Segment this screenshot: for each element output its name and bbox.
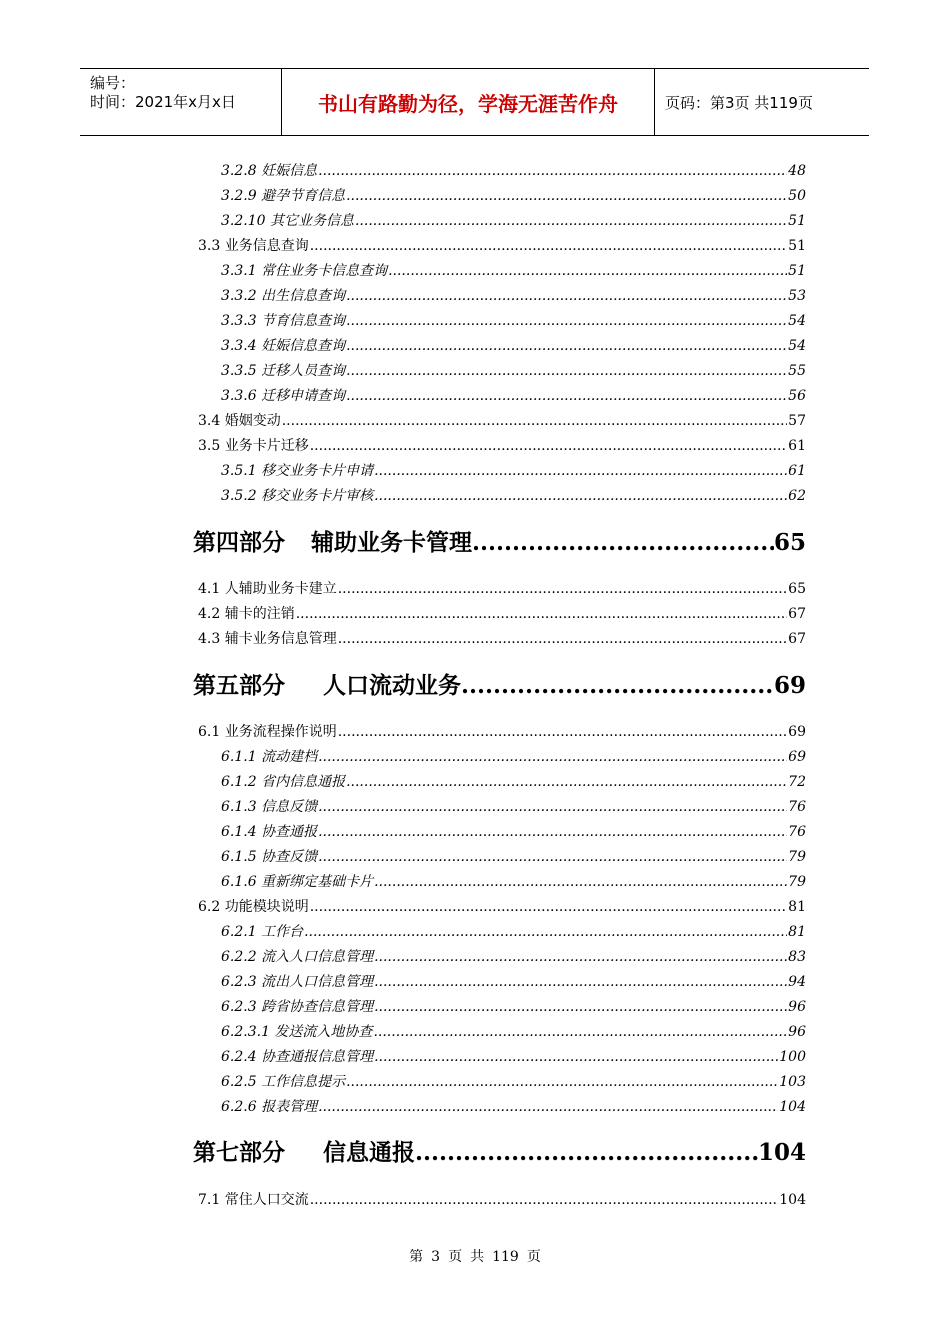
toc-entry[interactable] [0,485,950,507]
toc-dot-leader [318,746,787,768]
toc-page-number: 55 [788,363,806,379]
toc-dot-leader [318,821,787,843]
toc-page-number: 83 [788,949,806,965]
toc-dot-leader [310,435,787,457]
toc-dot-leader [346,285,787,307]
toc-dot-leader [310,235,787,257]
toc-entry-title: 3.3 业务信息查询 [198,238,309,254]
toc-dot-leader [338,721,787,743]
toc-dot-leader [346,310,787,332]
toc-entry-title: 6.2 功能模块说明 [198,899,309,915]
toc-entry-title: 3.3.5 迁移人员查询 [221,363,346,379]
toc-part-entry[interactable] [0,526,950,560]
toc-page-number: 53 [788,288,806,304]
toc-entry-title: 6.2.3 跨省协查信息管理 [221,999,374,1015]
toc-part-number: 第七部分 [193,1139,285,1166]
footer-total-prefix: 共 [470,1249,485,1265]
toc-entry[interactable] [0,185,950,207]
toc-entry[interactable] [0,460,950,482]
toc-entry[interactable] [0,721,950,743]
header-number-label: 编号： [90,74,136,92]
header-info-cell [80,69,282,135]
toc-entry[interactable] [0,996,950,1018]
toc-page-number: 51 [788,238,806,254]
toc-page-number: 104 [757,1139,806,1166]
toc-dot-leader [374,871,787,893]
footer-total-pages: 119 [492,1249,519,1265]
toc-dot-leader [415,1136,758,1170]
toc-page-number: 56 [788,388,806,404]
toc-page-number: 94 [788,974,806,990]
toc-entry[interactable] [0,946,950,968]
toc-entry[interactable] [0,410,950,432]
toc-entry[interactable] [0,578,950,600]
footer-page-number: 3 [431,1249,441,1265]
toc-dot-leader [346,771,787,793]
toc-dot-leader [355,210,787,232]
toc-page-number: 50 [788,188,806,204]
toc-entry-title: 3.3.3 节育信息查询 [221,313,346,329]
toc-page-number: 62 [788,488,806,504]
toc-entry[interactable] [0,746,950,768]
toc-page-number: 48 [788,163,806,179]
toc-entry[interactable] [0,335,950,357]
toc-entry-title: 3.3.2 出生信息查询 [221,288,346,304]
toc-dot-leader [346,1071,778,1093]
toc-entry[interactable] [0,435,950,457]
toc-entry[interactable] [0,1189,950,1211]
toc-dot-leader [338,628,787,650]
toc-part-number: 第五部分 [193,672,285,699]
toc-entry[interactable] [0,310,950,332]
toc-entry[interactable] [0,360,950,382]
toc-entry[interactable] [0,846,950,868]
toc-page-number: 76 [788,824,806,840]
toc-entry-title: 6.1.2 省内信息通报 [221,774,346,790]
toc-entry-title: 3.3.1 常住业务卡信息查询 [221,263,388,279]
toc-dot-leader [374,460,787,482]
toc-entry[interactable] [0,628,950,650]
toc-entry[interactable] [0,1021,950,1043]
toc-entry[interactable] [0,1046,950,1068]
toc-dot-leader [310,896,787,918]
toc-dot-leader [472,526,774,560]
toc-entry[interactable] [0,385,950,407]
toc-entry[interactable] [0,821,950,843]
footer-prefix: 第 [409,1249,424,1265]
toc-entry-title: 6.1 业务流程操作说明 [198,724,337,740]
toc-entry[interactable] [0,603,950,625]
toc-entry[interactable] [0,971,950,993]
toc-entry-title: 4.3 辅卡业务信息管理 [198,631,337,647]
toc-dot-leader [318,796,787,818]
toc-entry-title: 6.2.5 工作信息提示 [221,1074,346,1090]
toc-page-number: 79 [788,849,806,865]
footer-suffix: 页 [526,1249,541,1265]
toc-page-number: 51 [788,263,806,279]
toc-entry[interactable] [0,1096,950,1118]
toc-entry-title: 3.2.8 妊娠信息 [221,163,318,179]
toc-entry[interactable] [0,210,950,232]
toc-entry[interactable] [0,160,950,182]
toc-part-entry[interactable] [0,669,950,703]
toc-page-number: 61 [788,438,806,454]
toc-entry-title: 3.2.9 避孕节育信息 [221,188,346,204]
toc-entry[interactable] [0,796,950,818]
toc-entry-title: 6.2.3.1 发送流入地协查 [221,1024,373,1040]
toc-entry-title: 3.4 婚姻变动 [198,413,281,429]
toc-page-number: 69 [773,672,806,699]
toc-page-number: 57 [788,413,806,429]
toc-dot-leader [310,1189,779,1211]
toc-entry-title: 3.5.1 移交业务卡片申请 [221,463,374,479]
toc-dot-leader [346,385,787,407]
header-motto: 书山有路勤为径，学海无涯苦作舟 [282,69,655,135]
toc-dot-leader [296,603,787,625]
toc-entry[interactable] [0,921,950,943]
toc-page-number: 104 [779,1099,806,1115]
toc-page-number: 51 [788,213,806,229]
toc-entry-title: 3.5 业务卡片迁移 [198,438,309,454]
toc-page-number: 67 [788,631,806,647]
toc-page-number: 79 [788,874,806,890]
toc-dot-leader [346,335,787,357]
toc-page-number: 69 [788,749,806,765]
toc-dot-leader [374,996,787,1018]
toc-entry-title: 3.3.6 迁移申请查询 [221,388,346,404]
toc-page-number: 65 [788,581,806,597]
toc-entry[interactable] [0,1071,950,1093]
toc-dot-leader [374,946,787,968]
toc-entry-title: 6.1.1 流动建档 [221,749,318,765]
toc-entry-title: 6.2.6 报表管理 [221,1099,318,1115]
toc-entry-title: 6.1.4 协查通报 [221,824,318,840]
toc-entry-title: 6.2.4 协查通报信息管理 [221,1049,374,1065]
header-page-label: 页码：第3页 共119页 [665,93,813,112]
toc-entry-title: 6.2.1 工作台 [221,924,304,940]
toc-part-entry[interactable] [0,1136,950,1170]
toc-entry-title: 6.1.3 信息反馈 [221,799,318,815]
toc-entry-title: 7.1 常住人口交流 [198,1192,309,1208]
toc-page-number: 81 [788,899,806,915]
toc-entry-title: 4.1 人辅助业务卡建立 [198,581,337,597]
toc-page-number: 81 [788,924,806,940]
toc-dot-leader [374,1046,778,1068]
toc-dot-leader [338,578,787,600]
toc-dot-leader [282,410,787,432]
toc-page-number: 54 [788,338,806,354]
toc-page-number: 54 [788,313,806,329]
toc-entry[interactable] [0,771,950,793]
toc-dot-leader [461,669,774,703]
footer-page-unit: 页 [448,1249,463,1265]
toc-entry[interactable] [0,896,950,918]
toc-entry[interactable] [0,871,950,893]
toc-page-number: 67 [788,606,806,622]
toc-page-number: 65 [773,529,806,556]
toc-page-number: 100 [779,1049,806,1065]
toc-dot-leader [318,1096,778,1118]
toc-dot-leader [346,185,787,207]
toc-dot-leader [388,260,787,282]
toc-page-number: 104 [779,1192,806,1208]
toc-entry-title: 3.5.2 移交业务卡片审核 [221,488,374,504]
toc-dot-leader [318,846,787,868]
header-date-label: 时间：2021年x月x日 [90,93,236,111]
toc-page-number: 72 [788,774,806,790]
toc-page-number: 96 [788,1024,806,1040]
toc-entry-title: 3.3.4 妊娠信息查询 [221,338,346,354]
toc-part-title: 信息通报 [323,1139,415,1166]
toc-dot-leader [374,485,787,507]
toc-dot-leader [304,921,787,943]
toc-entry-title: 3.2.10 其它业务信息 [221,213,354,229]
toc-entry-title: 6.1.5 协查反馈 [221,849,318,865]
toc-part-title: 人口流动业务 [323,672,461,699]
toc-entry[interactable] [0,235,950,257]
toc-part-number: 第四部分 [193,529,285,556]
page-footer [0,1246,950,1266]
toc-page-number: 103 [779,1074,806,1090]
toc-page-number: 96 [788,999,806,1015]
toc-page-number: 69 [788,724,806,740]
toc-page-number: 76 [788,799,806,815]
toc-dot-leader [373,1021,787,1043]
toc-entry[interactable] [0,285,950,307]
toc-dot-leader [374,971,787,993]
toc-entry[interactable] [0,260,950,282]
toc-dot-leader [346,360,787,382]
toc-entry-title: 6.1.6 重新绑定基础卡片 [221,874,374,890]
toc-dot-leader [318,160,787,182]
toc-part-title: 辅助业务卡管理 [311,529,472,556]
page-header [80,68,869,136]
toc-page-number: 61 [788,463,806,479]
toc-entry-title: 6.2.3 流出人口信息管理 [221,974,374,990]
toc-entry-title: 4.2 辅卡的注销 [198,606,295,622]
toc-entry-title: 6.2.2 流入人口信息管理 [221,949,374,965]
